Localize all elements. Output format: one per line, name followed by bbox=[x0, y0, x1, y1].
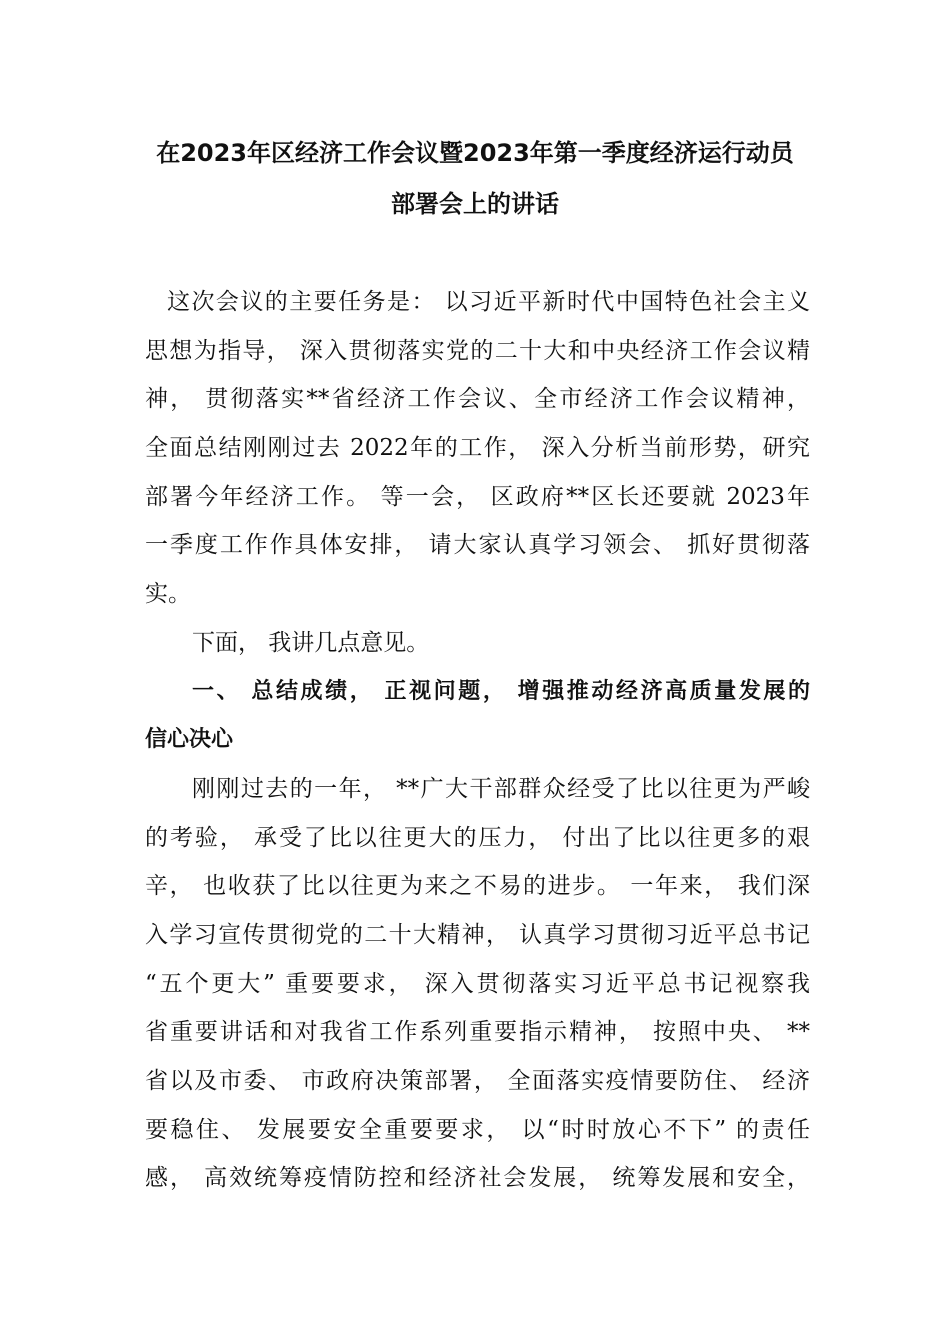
paragraph-line: 神， 贯彻落实**省经济工作会议、全市经济工作会议精神， bbox=[145, 386, 810, 413]
document-title bbox=[120, 128, 830, 230]
document-body bbox=[145, 278, 810, 1203]
paragraph-line: 辛， 也收获了比以往更为来之不易的进步。 一年来， 我们深 bbox=[145, 873, 810, 900]
title-line: 部署会上的讲话 bbox=[391, 190, 559, 218]
paragraph-line: 下面， 我讲几点意见。 bbox=[192, 629, 430, 656]
paragraph-line: 这次会议的主要任务是： 以习近平新时代中国特色社会主义 bbox=[167, 289, 810, 315]
paragraph-line: 省重要讲话和对我省工作系列重要指示精神， 按照中央、 ** bbox=[145, 1019, 810, 1046]
paragraph-line: 要稳住、 发展要安全重要要求， 以“时时放心不下” 的责任 bbox=[145, 1116, 810, 1143]
paragraph-line: 入学习宣传贯彻党的二十大精神， 认真学习贯彻习近平总书记 bbox=[145, 921, 810, 948]
paragraph-line: 的考验， 承受了比以往更大的压力， 付出了比以往更多的艰 bbox=[145, 824, 810, 851]
paragraph-line: 省以及市委、 市政府决策部署， 全面落实疫情要防住、 经济 bbox=[145, 1068, 810, 1094]
paragraph-line: 部署今年经济工作。 等一会， 区政府**区长还要就 2023年 bbox=[145, 483, 810, 510]
section-heading-line: 一、 总结成绩， 正视问题， 增强推动经济高质量发展的 bbox=[192, 678, 810, 704]
paragraph-line: 一季度工作作具体安排， 请大家认真学习领会、 抓好贯彻落 bbox=[145, 532, 810, 559]
section-heading-line: 信心决心 bbox=[145, 727, 234, 753]
paragraph-line: 全面总结刚刚过去 2022年的工作， 深入分析当前形势，研究 bbox=[145, 435, 810, 462]
paragraph-line: 实。 bbox=[145, 581, 191, 608]
paragraph-line: 感， 高效统筹疫情防控和经济社会发展， 统筹发展和安全， bbox=[145, 1165, 810, 1192]
paragraph-line: 刚刚过去的一年， **广大干部群众经受了比以往更为严峻 bbox=[192, 775, 810, 802]
paragraph-line: “五个更大” 重要要求， 深入贯彻落实习近平总书记视察我 bbox=[145, 970, 810, 997]
title-line: 在2023年区经济工作会议暨2023年第一季度经济运行动员 bbox=[156, 139, 794, 167]
paragraph-line: 思想为指导， 深入贯彻落实党的二十大和中央经济工作会议精 bbox=[145, 337, 810, 364]
